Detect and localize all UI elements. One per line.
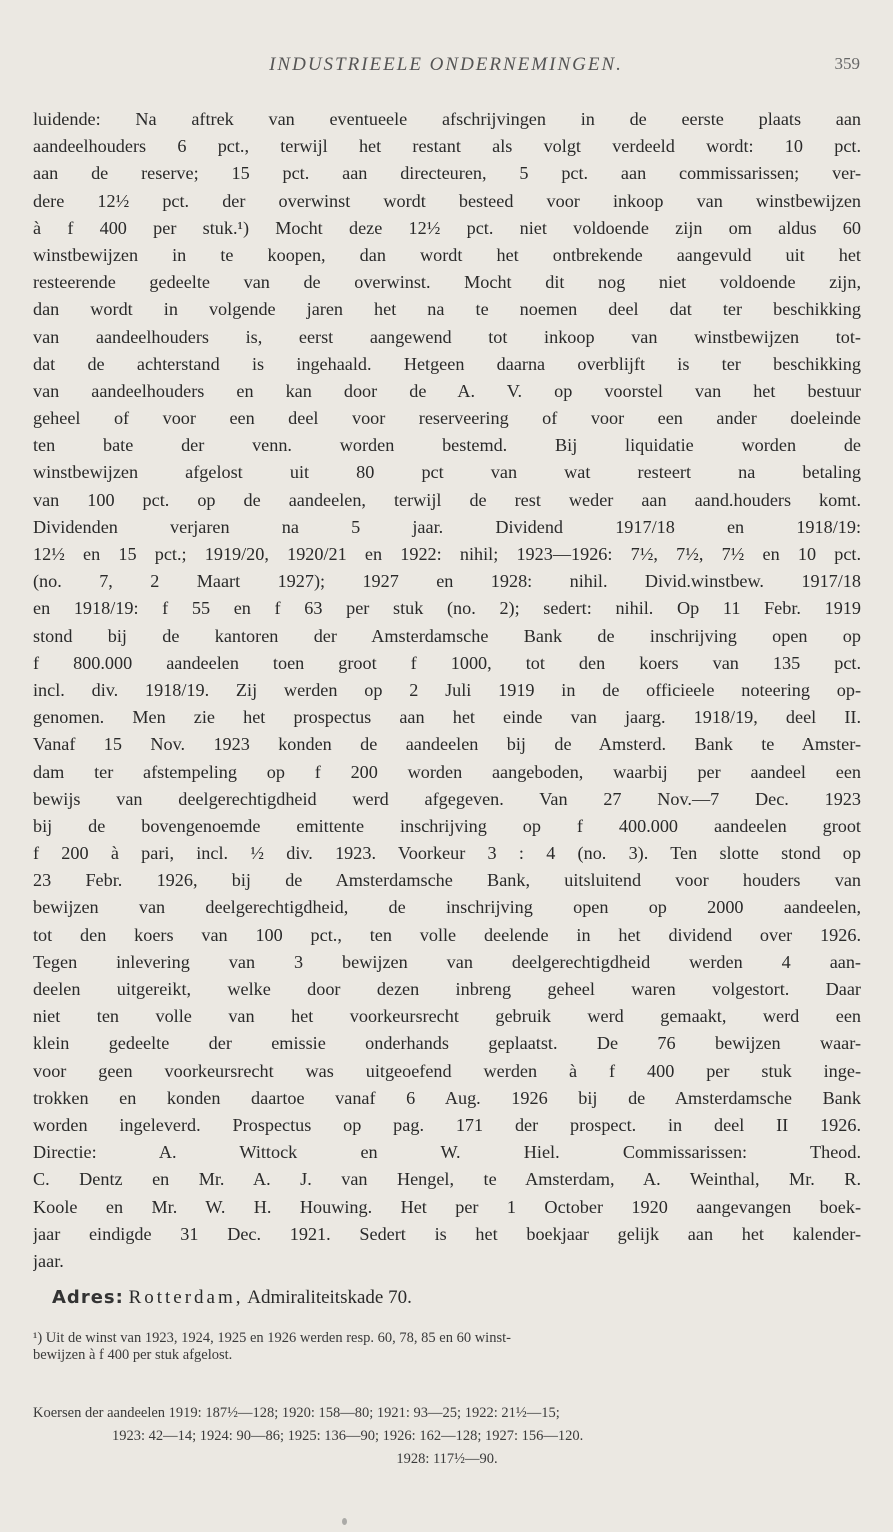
text-line: Koole en Mr. W. H. Houwing. Het per 1 October 1920 aangevangen boek- (33, 1196, 861, 1217)
text-line: Directie: A. Wittock en W. Hiel. Commissarissen: Theod. (33, 1142, 861, 1163)
text-line: jaar eindigde 31 Dec. 1921. Sedert is het boekjaar gelijk aan het kalender- (33, 1223, 861, 1244)
text-line: resteerende gedeelte van de overwinst. Mocht dit nog niet voldoende zijn, (33, 272, 861, 293)
text-line: C. Dentz en Mr. A. J. van Hengel, te Amsterdam, A. Weinthal, Mr. R. (33, 1169, 861, 1190)
body-text (33, 106, 861, 1275)
text-line: Tegen inlevering van 3 bewijzen van deelgerechtigdheid werden 4 aan- (33, 951, 861, 972)
footnote-line: ¹) Uit de winst van 1923, 1924, 1925 en 1926 werden resp. 60, 78, 85 en 60 winst- (33, 1330, 511, 1346)
text-line: en 1918/19: f 55 en f 63 per stuk (no. 2); sedert: nihil. Op 11 Febr. 1919 (33, 598, 861, 619)
text-line: à f 400 per stuk.¹) Mocht deze 12½ pct. niet voldoende zijn om aldus 60 (33, 217, 861, 238)
text-line: trokken en konden daartoe vanaf 6 Aug. 1926 bij de Amsterdamsche Bank (33, 1087, 861, 1108)
text-line: dere 12½ pct. der overwinst wordt besteed voor inkoop van winstbewijzen (33, 190, 861, 211)
ink-speck (342, 1518, 347, 1525)
text-line: luidende: Na aftrek van eventueele afschrijvingen in de eerste plaats aan (33, 109, 861, 129)
footnote (33, 1330, 813, 1364)
text-line: klein gedeelte der emissie onderhands geplaatst. De 76 bewijzen waar- (33, 1033, 861, 1054)
text-line: tot den koers van 100 pct., ten volle deelende in het dividend over 1926. (33, 924, 861, 945)
address-line (52, 1283, 852, 1313)
text-line: Vanaf 15 Nov. 1923 konden de aandeelen bij de Amsterd. Bank te Amster- (33, 734, 861, 755)
address-label: Adres: (52, 1287, 124, 1308)
koersen-line: 1928: 117½—90. (396, 1451, 498, 1467)
text-line: f 800.000 aandeelen toen groot f 1000, tot den koers van 135 pct. (33, 652, 861, 673)
address-city: Rotterdam, (128, 1287, 244, 1308)
koersen-line: 1923: 42—14; 1924: 90—86; 1925: 136—90; 1926: 162—128; 1927: 156—120. (112, 1428, 584, 1444)
text-line: 12½ en 15 pct.; 1919/20, 1920/21 en 1922: nihil; 1923—1926: 7½, 7½, 7½ en 10 pct. (33, 544, 861, 564)
text-line: stond bij de kantoren der Amsterdamsche Bank de inschrijving open op (33, 625, 861, 646)
text-line: geheel of voor een deel voor reserveering of voor een ander doeleinde (33, 408, 861, 429)
text-line: bewijs van deelgerechtigdheid werd afgegeven. Van 27 Nov.—7 Dec. 1923 (33, 788, 861, 809)
text-line: (no. 7, 2 Maart 1927); 1927 en 1928: nihil. Divid.winstbew. 1917/18 (33, 571, 861, 592)
text-line: dat de achterstand is ingehaald. Hetgeen daarna overblijft is ter beschikking (33, 353, 861, 374)
text-line: van aandeelhouders is, eerst aangewend tot inkoop van winstbewijzen tot- (33, 326, 861, 347)
text-line: ten bate der venn. worden bestemd. Bij liquidatie worden de (33, 435, 861, 456)
text-line: jaar. (33, 1250, 64, 1271)
text-line: bij de bovengenoemde emittente inschrijving op f 400.000 aandeelen groot (33, 815, 861, 836)
text-line: Dividenden verjaren na 5 jaar. Dividend 1917/18 en 1918/19: (33, 516, 861, 537)
text-line: genomen. Men zie het prospectus aan het einde van jaarg. 1918/19, deel II. (33, 707, 861, 728)
text-line: dam ter afstempeling op f 200 worden aangeboden, waarbij per aandeel een (33, 761, 861, 782)
text-line: bewijzen van deelgerechtigdheid, de inschrijving open op 2000 aandeelen, (33, 897, 861, 918)
text-line: voor geen voorkeursrecht was uitgeoefend werden à f 400 per stuk inge- (33, 1060, 861, 1081)
page-number: 359 (834, 54, 860, 73)
text-line: deelen uitgereikt, welke door dezen inbreng geheel waren volgestort. Daar (33, 979, 861, 999)
text-line: winstbewijzen afgelost uit 80 pct van wat resteert na betaling (33, 462, 861, 483)
koersen-line: Koersen der aandeelen 1919: 187½—128; 1920: 158—80; 1921: 93—25; 1922: 21½—15; (33, 1405, 560, 1421)
text-line: van 100 pct. op de aandeelen, terwijl de rest weder aan aand.houders komt. (33, 489, 861, 510)
koersen-block (33, 1402, 861, 1471)
text-line: aandeelhouders 6 pct., terwijl het restant als volgt verdeeld wordt: 10 pct. (33, 136, 861, 157)
text-line: van aandeelhouders en kan door de A. V. op voorstel van het bestuur (33, 380, 861, 401)
text-line: f 200 à pari, incl. ½ div. 1923. Voorkeur 3 : 4 (no. 3). Ten slotte stond op (33, 843, 861, 864)
text-line: worden ingeleverd. Prospectus op pag. 171 der prospect. in deel II 1926. (33, 1114, 861, 1135)
text-line: 23 Febr. 1926, bij de Amsterdamsche Bank, uitsluitend voor houders van (33, 870, 861, 891)
page-header (32, 54, 860, 82)
text-line: aan de reserve; 15 pct. aan directeuren, 5 pct. aan commissarissen; ver- (33, 163, 861, 184)
text-line: incl. div. 1918/19. Zij werden op 2 Juli 1919 in de officieele noteering op- (33, 679, 861, 700)
text-line: dan wordt in volgende jaren het na te noemen deel dat ter beschikking (33, 299, 861, 320)
text-line: niet ten volle van het voorkeursrecht gebruik werd gemaakt, werd een (33, 1006, 861, 1027)
address-street: Admiraliteitskade 70. (247, 1287, 412, 1308)
text-line: winstbewijzen in te koopen, dan wordt het ontbrekende aangevuld uit het (33, 244, 861, 265)
footnote-line: bewijzen à f 400 per stuk afgelost. (33, 1347, 233, 1363)
running-title: INDUSTRIEELE ONDERNEMINGEN. (269, 54, 623, 75)
